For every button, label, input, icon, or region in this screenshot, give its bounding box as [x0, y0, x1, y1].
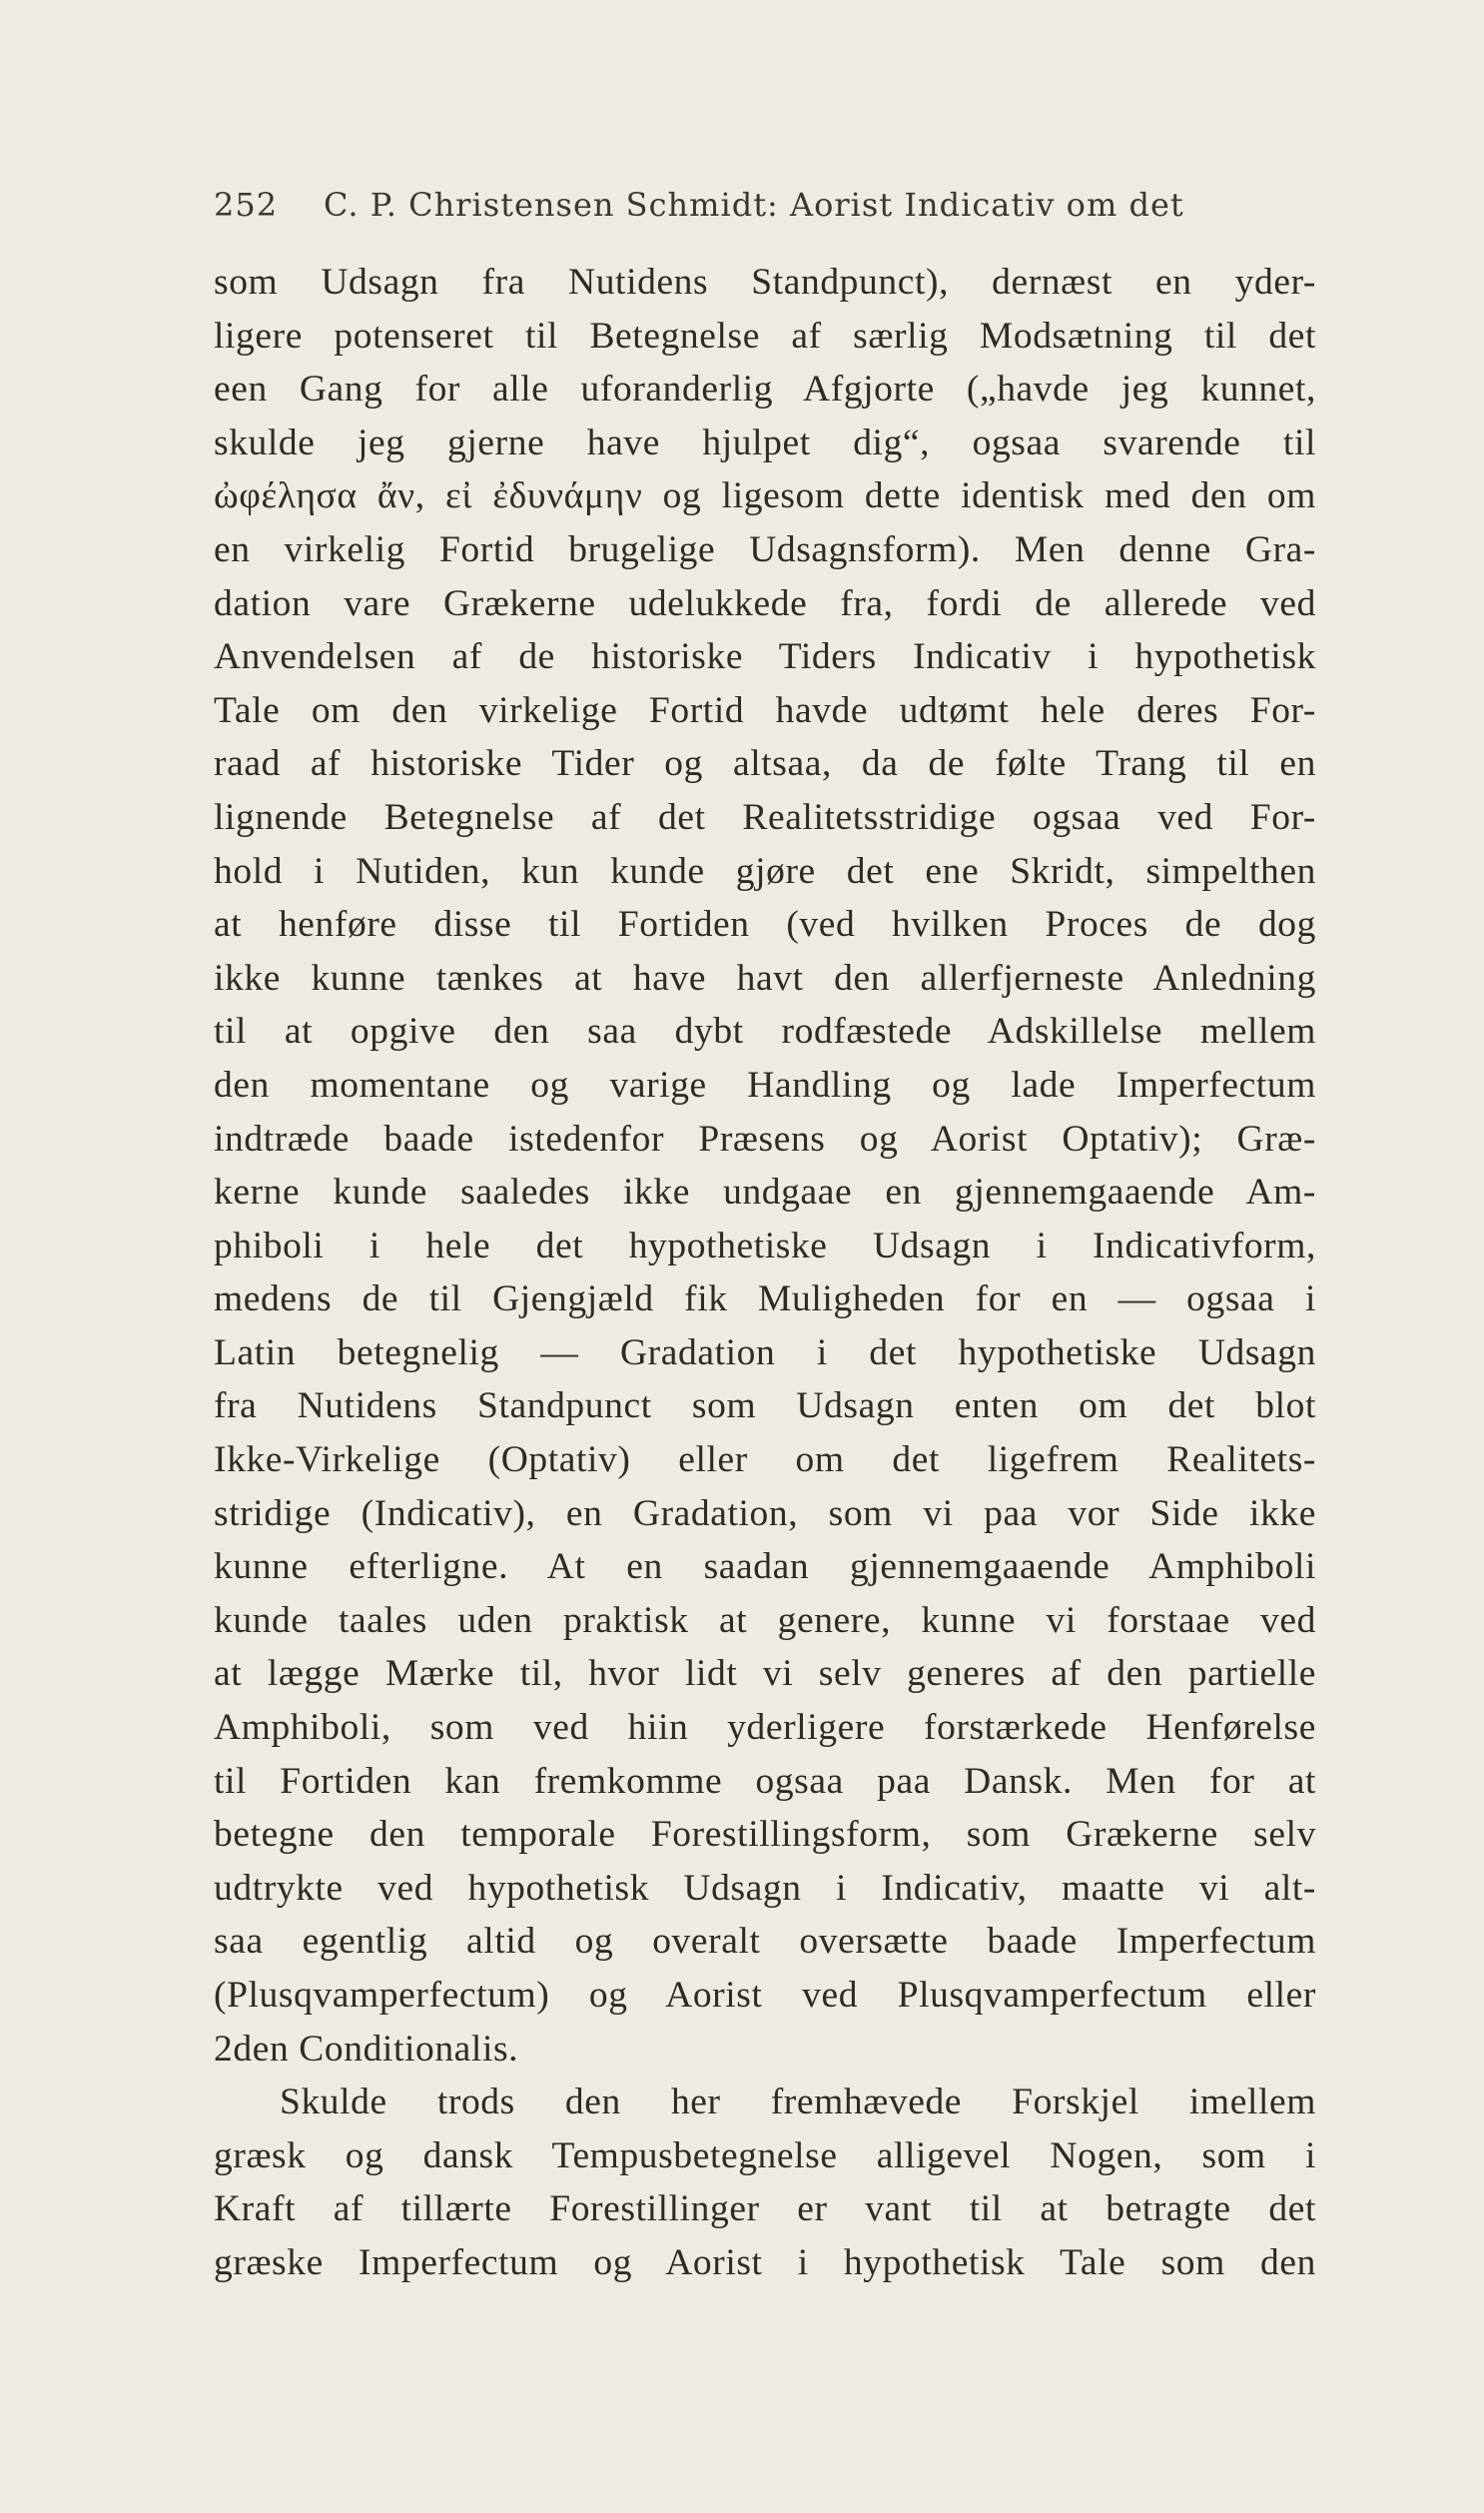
- text-line: hold i Nutiden, kun kunde gjøre det ene Skridt, simpelthen: [214, 850, 1316, 892]
- text-line: Kraft af tillærte Forestillinger er vant til at betragte det: [214, 2188, 1316, 2230]
- text-line: phiboli i hele det hypothetiske Udsagn i Indicativform,: [214, 1225, 1316, 1266]
- text-line: Ikke-Virkelige (Optativ) eller om det ligefrem Realitets-: [214, 1439, 1316, 1481]
- page-header: [214, 186, 1316, 236]
- text-line: som Udsagn fra Nutidens Standpunct), dernæst en yder-: [214, 262, 1316, 303]
- text-line: græsk og dansk Tempusbetegnelse alligevel Nogen, som i: [214, 2134, 1316, 2176]
- text-line-greek: ὠφέλησα ἄν, εἰ ἐδυνάμην og ligesom dette identisk med den om: [214, 475, 1316, 517]
- text-line: (Plusqvamperfectum) og Aorist ved Plusqvamperfectum eller: [214, 1975, 1316, 2016]
- text-line: 2den Conditionalis.: [214, 2028, 519, 2070]
- text-line: een Gang for alle uforanderlig Afgjorte („havde jeg kunnet,: [214, 369, 1316, 411]
- text-line: ikke kunne tænkes at have havt den allerfjerneste Anledning: [214, 957, 1316, 999]
- page-number: 252: [214, 186, 279, 224]
- text-line: indtræde baade istedenfor Præsens og Aorist Optativ); Græ-: [214, 1118, 1316, 1160]
- text-line: Amphiboli, som ved hiin yderligere forstærkede Henførelse: [214, 1707, 1316, 1749]
- text-line: græske Imperfectum og Aorist i hypothetisk Tale som den: [214, 2241, 1316, 2283]
- text-line: en virkelig Fortid brugelige Udsagnsform). Men denne Gra-: [214, 528, 1316, 570]
- text-line: Skulde trods den her fremhævede Forskjel imellem: [280, 2082, 1316, 2123]
- text-line: ligere potenseret til Betegnelse af særlig Modsætning til det: [214, 315, 1316, 357]
- text-line: at henføre disse til Fortiden (ved hvilken Proces de dog: [214, 904, 1316, 946]
- text-line: betegne den temporale Forestillingsform, som Grækerne selv: [214, 1814, 1316, 1856]
- text-line: stridige (Indicativ), en Gradation, som vi paa vor Side ikke: [214, 1492, 1316, 1534]
- text-line: at lægge Mærke til, hvor lidt vi selv generes af den partielle: [214, 1653, 1316, 1695]
- text-line: kerne kunde saaledes ikke undgaae en gjennemgaaende Am-: [214, 1172, 1316, 1214]
- running-head: C. P. Christensen Schmidt: Aorist Indicativ om det: [324, 186, 1184, 224]
- text-line: Latin betegnelig — Gradation i det hypothetiske Udsagn: [214, 1331, 1316, 1373]
- text-line: Anvendelsen af de historiske Tiders Indicativ i hypothetisk: [214, 636, 1316, 678]
- text-line: fra Nutidens Standpunct som Udsagn enten om det blot: [214, 1385, 1316, 1427]
- text-line: lignende Betegnelse af det Realitetsstridige ogsaa ved For-: [214, 796, 1316, 838]
- paragraph-1: [214, 256, 1316, 2076]
- text-line: kunne efterligne. At en saadan gjennemgaaende Amphiboli: [214, 1546, 1316, 1588]
- text-line: Tale om den virkelige Fortid havde udtømt hele deres For-: [214, 689, 1316, 731]
- text-line: kunde taales uden praktisk at genere, kunne vi forstaae ved: [214, 1599, 1316, 1641]
- text-line: saa egentlig altid og overalt oversætte baade Imperfectum: [214, 1921, 1316, 1963]
- body-text: [214, 256, 1316, 2290]
- text-line: udtrykte ved hypothetisk Udsagn i Indicativ, maatte vi alt-: [214, 1867, 1316, 1909]
- text-line: raad af historiske Tider og altsaa, da de følte Trang til en: [214, 743, 1316, 785]
- text-line: til Fortiden kan fremkomme ogsaa paa Dansk. Men for at: [214, 1760, 1316, 1802]
- paragraph-2: [214, 2076, 1316, 2289]
- text-line: skulde jeg gjerne have hjulpet dig“, ogsaa svarende til: [214, 421, 1316, 463]
- text-line: til at opgive den saa dybt rodfæstede Adskillelse mellem: [214, 1011, 1316, 1053]
- text-line: dation vare Grækerne udelukkede fra, fordi de allerede ved: [214, 582, 1316, 624]
- text-line: den momentane og varige Handling og lade Imperfectum: [214, 1064, 1316, 1106]
- text-line: medens de til Gjengjæld fik Muligheden for en — ogsaa i: [214, 1278, 1316, 1320]
